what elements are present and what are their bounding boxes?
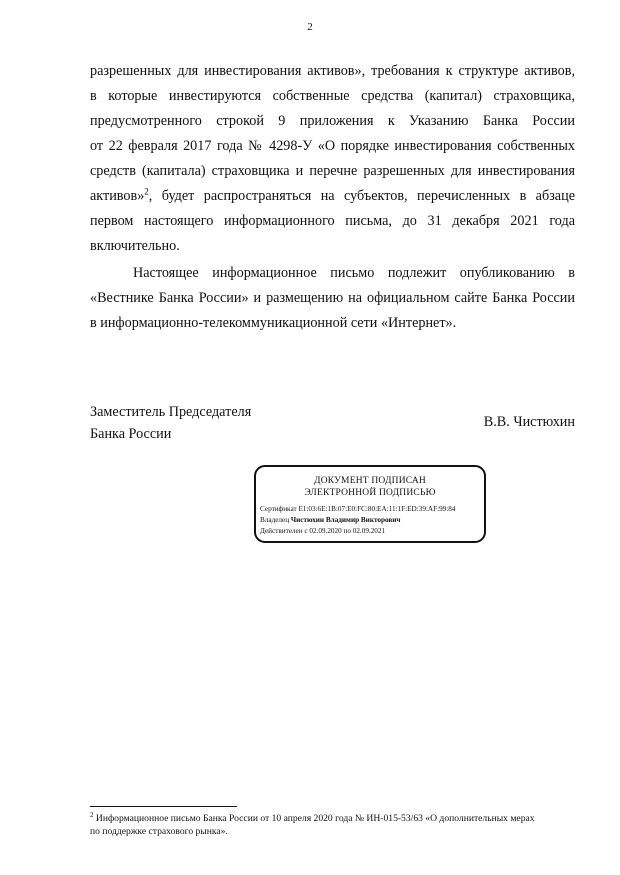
footnote-line: по поддержке страхового рынка». xyxy=(90,826,228,837)
signer-name: В.В. Чистюхин xyxy=(483,414,575,430)
signer-title-line: Заместитель Председателя xyxy=(90,404,252,420)
paragraph-line-with-footnote xyxy=(90,184,575,209)
stamp-details xyxy=(256,504,484,537)
paragraph-1 xyxy=(90,59,575,259)
stamp-validity xyxy=(260,526,484,537)
footnote-separator xyxy=(90,806,237,807)
footnote-reference: 2 xyxy=(144,186,149,197)
paragraph-line: первом настоящего информационного письма, до 31 декабря 2021 года xyxy=(90,213,575,229)
footnote-text: Информационное письмо Банка России от 10 апреля 2020 года № ИН-015-53/63 «О дополнительных мерах xyxy=(95,813,535,824)
paragraph-2 xyxy=(90,261,575,336)
paragraph-line: от 22 февраля 2017 года № 4298-У «О порядке инвестирования собственных xyxy=(90,138,575,154)
electronic-signature-stamp xyxy=(254,465,486,543)
stamp-certificate xyxy=(260,504,484,515)
owner-label: Владелец xyxy=(260,516,290,524)
signer-title xyxy=(90,401,251,445)
valid-from: 02.09.2020 xyxy=(309,527,342,535)
paragraph-line: разрешенных для инвестирования активов», требования к структуре активов, xyxy=(90,63,575,79)
footnote-number: 2 xyxy=(90,810,94,819)
paragraph-line: включительно. xyxy=(90,238,180,254)
certificate-value: E1:03:6E:1B:07:E0:FC:80:EA:11:1F:ED:39:AF:99:84 xyxy=(298,505,456,513)
paragraph-line: средств (капитала) страховщика и перечне разрешенных для инвестирования xyxy=(90,163,575,179)
paragraph-line: «Вестнике Банка России» и размещению на официальном сайте Банка России xyxy=(90,290,575,306)
paragraph-text: активов» xyxy=(90,188,145,204)
footnote xyxy=(90,812,575,838)
valid-to: 02.09.2021 xyxy=(352,527,386,535)
paragraph-line: в которые инвестируются собственные средства (капитал) страховщика, xyxy=(90,88,575,104)
stamp-title-line: ДОКУМЕНТ ПОДПИСАН xyxy=(314,476,426,486)
page-number: 2 xyxy=(307,21,313,33)
stamp-title-line: ЭЛЕКТРОННОЙ ПОДПИСЬЮ xyxy=(304,488,436,498)
paragraph-line: Настоящее информационное письмо подлежит опубликованию в xyxy=(133,265,575,281)
paragraph-line: в информационно-телекоммуникационной сети «Интернет». xyxy=(90,315,457,331)
paragraph-line: предусмотренного строкой 9 приложения к Указанию Банка России xyxy=(90,113,575,129)
stamp-owner xyxy=(260,515,484,526)
signer-title-line: Банка России xyxy=(90,426,172,442)
certificate-label: Сертификат xyxy=(260,505,297,513)
paragraph-text: , будет распространяться на субъектов, перечисленных в абзаце xyxy=(148,188,575,204)
owner-value: Чистюхин Владимир Викторович xyxy=(290,516,401,524)
valid-label: Действителен с xyxy=(260,527,308,535)
stamp-title xyxy=(256,475,484,499)
valid-to-label: по xyxy=(343,527,351,535)
footnote-line xyxy=(90,812,575,825)
